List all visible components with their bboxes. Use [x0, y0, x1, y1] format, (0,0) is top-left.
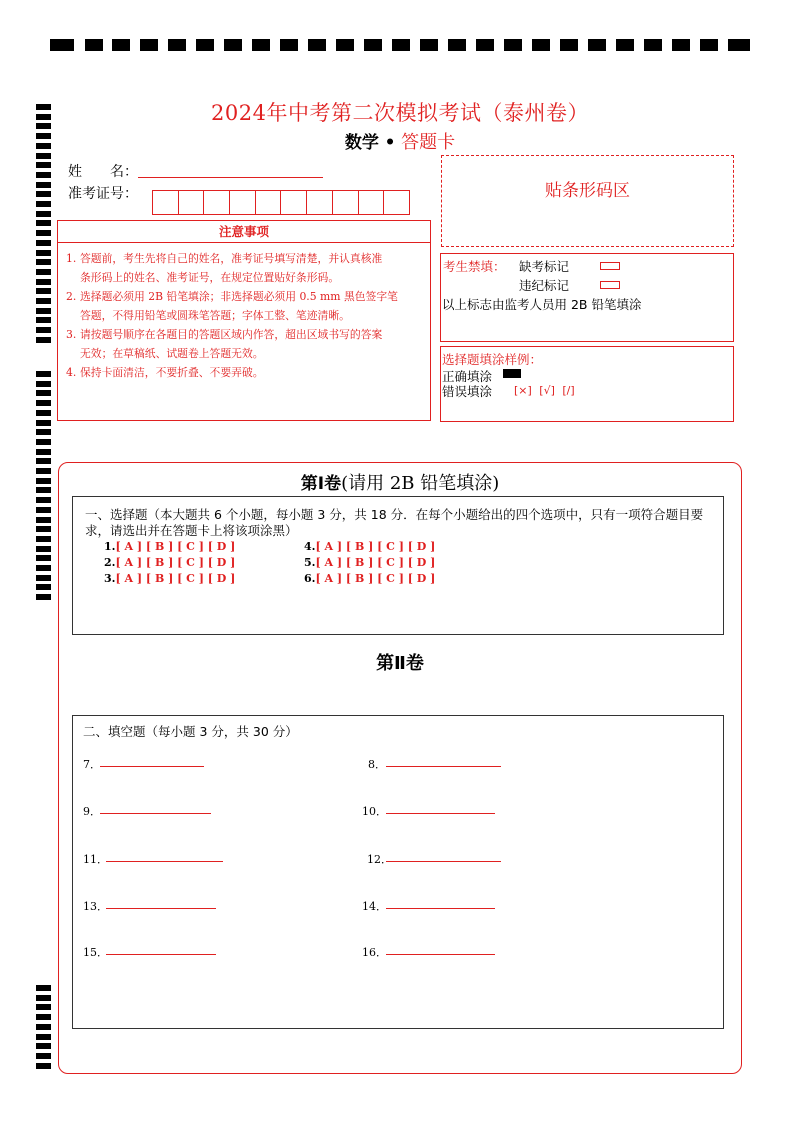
- fill-in-box: [72, 715, 724, 1029]
- separator-dot: •: [384, 133, 396, 153]
- notice-box: [57, 220, 431, 421]
- timing-mark: [36, 517, 51, 523]
- part1-title: [0, 469, 800, 495]
- timing-mark: [36, 449, 51, 455]
- choice-options[interactable]: [ A ] [ B ] [ C ] [ D ]: [315, 556, 436, 569]
- blank-answer-line[interactable]: [386, 861, 501, 862]
- notice-title: 注意事项: [58, 221, 430, 243]
- blank-answer-line[interactable]: [100, 813, 211, 814]
- blank-number: 10．: [362, 805, 387, 818]
- fill-in-instructions: 二、填空题（每小题 3 分，共 30 分）: [83, 724, 298, 739]
- multiple-choice-instructions: 一、选择题（本大题共 6 个小题，每小题 3 分，共 18 分．在每个小题给出的四个选项中，只有一项符合题目要求，请选出并在答题卡上将该项涂黑）: [85, 507, 704, 538]
- wrong-label: 错误填涂: [442, 384, 493, 399]
- choice-options[interactable]: [ A ] [ B ] [ C ] [ D ]: [315, 540, 436, 553]
- name-label: 姓 名：: [68, 164, 138, 180]
- top-timing-marks: [50, 39, 750, 51]
- timing-mark: [36, 1043, 51, 1049]
- timing-mark: [36, 1024, 51, 1030]
- timing-mark: [36, 308, 51, 314]
- notice-item-number: 3.: [66, 328, 77, 341]
- part1-title-note: (请用 2B 铅笔填涂): [341, 473, 500, 494]
- notice-list: [58, 243, 430, 382]
- blank-number: 16．: [362, 946, 387, 959]
- part2-title: 第Ⅱ卷: [376, 653, 424, 674]
- timing-mark: [36, 429, 51, 435]
- choice-options[interactable]: [ A ] [ B ] [ C ] [ D ]: [115, 556, 236, 569]
- answer-card-label: 答题卡: [401, 132, 456, 153]
- timing-mark: [36, 201, 51, 207]
- blank-number: 15．: [83, 946, 108, 959]
- violation-label: 违纪标记: [519, 278, 570, 293]
- id-label: 准考证号：: [68, 186, 138, 202]
- notice-item-number: 4.: [66, 366, 77, 379]
- choice-row[interactable]: [104, 572, 235, 585]
- blank-answer-line[interactable]: [106, 954, 216, 955]
- choice-options[interactable]: [ A ] [ B ] [ C ] [ D ]: [115, 540, 236, 553]
- timing-mark: [36, 191, 51, 197]
- blank-answer-line[interactable]: [106, 908, 216, 909]
- blank-answer-line[interactable]: [106, 861, 223, 862]
- timing-mark: [36, 400, 51, 406]
- notice-item-line: 答题前，考生先将自己的姓名，准考证号填写清楚，并认真核准: [80, 252, 383, 265]
- notice-item-line: 无效；在草稿纸、试题卷上答题无效。: [80, 347, 264, 360]
- timing-mark: [36, 381, 51, 387]
- blank-answer-line[interactable]: [386, 766, 501, 767]
- name-field[interactable]: [138, 161, 323, 178]
- timing-mark: [36, 575, 51, 581]
- blank-answer-line[interactable]: [386, 954, 495, 955]
- correct-fill-sample: [503, 369, 521, 378]
- timing-mark: [36, 211, 51, 217]
- blank-number: 14．: [362, 900, 387, 913]
- violation-mark-box: [600, 281, 620, 289]
- timing-mark: [36, 536, 51, 542]
- timing-mark: [36, 995, 51, 1001]
- blank-number: 9．: [83, 805, 101, 818]
- choice-number: 1.: [104, 540, 116, 553]
- timing-mark: [36, 507, 51, 513]
- exam-title: 2024年中考第二次模拟考试（泰州卷）: [211, 101, 589, 125]
- absent-mark-box: [600, 262, 620, 270]
- timing-mark: [36, 371, 51, 377]
- timing-mark: [36, 458, 51, 464]
- examinee-forbidden-box: [440, 253, 734, 342]
- absent-label: 缺考标记: [519, 259, 570, 274]
- choice-number: 4.: [304, 540, 316, 553]
- choice-row[interactable]: [104, 540, 235, 553]
- blank-answer-line[interactable]: [100, 766, 204, 767]
- timing-mark: [36, 584, 51, 590]
- timing-mark: [36, 288, 51, 294]
- notice-item-number: 1.: [66, 252, 77, 265]
- choice-row[interactable]: [304, 556, 435, 569]
- timing-mark: [36, 279, 51, 285]
- correct-label: 正确填涂: [442, 369, 493, 384]
- choice-number: 3.: [104, 572, 116, 585]
- timing-mark: [36, 1034, 51, 1040]
- timing-mark: [36, 240, 51, 246]
- timing-mark: [36, 1014, 51, 1020]
- fill-sample-box: [440, 346, 734, 422]
- wrong-fill-samples: [×] [√] [/]: [514, 384, 575, 397]
- notice-item: [66, 325, 422, 363]
- notice-item-line: 条形码上的姓名、准考证号，在规定位置贴好条形码。: [80, 271, 340, 284]
- part1-title-main: 第Ⅰ卷: [300, 474, 342, 494]
- timing-mark: [36, 594, 51, 600]
- barcode-area: [441, 155, 734, 247]
- exam-subtitle: [0, 128, 800, 154]
- barcode-label: 贴条形码区: [545, 181, 630, 201]
- notice-item: [66, 363, 422, 382]
- timing-mark: [36, 420, 51, 426]
- timing-mark: [36, 182, 51, 188]
- timing-mark: [36, 439, 51, 445]
- timing-mark: [36, 555, 51, 561]
- choice-options[interactable]: [ A ] [ B ] [ C ] [ D ]: [315, 572, 436, 585]
- timing-mark: [36, 317, 51, 323]
- blank-number: 13．: [83, 900, 108, 913]
- choice-options[interactable]: [ A ] [ B ] [ C ] [ D ]: [115, 572, 236, 585]
- notice-item: [66, 249, 422, 287]
- timing-mark: [36, 230, 51, 236]
- timing-mark: [36, 162, 51, 168]
- blank-answer-line[interactable]: [386, 908, 495, 909]
- blank-number: 8．: [368, 758, 386, 771]
- timing-mark: [36, 410, 51, 416]
- subject-label: 数学: [344, 133, 379, 153]
- notice-item-number: 2.: [66, 290, 77, 303]
- timing-mark: [36, 546, 51, 552]
- blank-number: 7．: [83, 758, 101, 771]
- timing-mark: [36, 1063, 51, 1069]
- forbidden-note: 以上标志由监考人员用 2B 铅笔填涂: [442, 297, 642, 312]
- id-number-boxes[interactable]: [152, 190, 409, 215]
- sample-title: 选择题填涂样例：: [442, 352, 543, 367]
- timing-mark: [36, 497, 51, 503]
- blank-number: 12．: [367, 853, 392, 866]
- choice-row[interactable]: [304, 540, 435, 553]
- timing-mark: [36, 565, 51, 571]
- timing-mark: [36, 327, 51, 333]
- notice-item-line: 请按题号顺序在各题目的答题区域内作答，超出区域书写的答案: [80, 328, 383, 341]
- notice-item-line: 保持卡面清洁，不要折叠、不要弄破。: [80, 366, 264, 379]
- choice-number: 5.: [304, 556, 316, 569]
- timing-mark: [36, 259, 51, 265]
- choice-number: 2.: [104, 556, 116, 569]
- timing-mark: [36, 250, 51, 256]
- timing-mark: [36, 269, 51, 275]
- forbidden-title: 考生禁填：: [443, 259, 506, 274]
- timing-mark: [36, 1053, 51, 1059]
- blank-answer-line[interactable]: [386, 813, 495, 814]
- timing-mark: [36, 390, 51, 396]
- notice-item-line: 选择题必须用 2B 铅笔填涂；非选择题必须用 0.5 mm 黑色签字笔: [80, 290, 398, 303]
- timing-mark: [36, 985, 51, 991]
- timing-mark: [36, 337, 51, 343]
- timing-mark: [36, 298, 51, 304]
- blank-number: 11．: [83, 853, 108, 866]
- notice-item-line: 答题，不得用铅笔或圆珠笔答题；字体工整、笔迹清晰。: [80, 309, 350, 322]
- choice-number: 6.: [304, 572, 316, 585]
- timing-mark: [36, 526, 51, 532]
- choice-row[interactable]: [104, 556, 235, 569]
- timing-mark: [36, 1004, 51, 1010]
- timing-mark: [36, 172, 51, 178]
- notice-item: [66, 287, 422, 325]
- timing-mark: [36, 220, 51, 226]
- choice-row[interactable]: [304, 572, 435, 585]
